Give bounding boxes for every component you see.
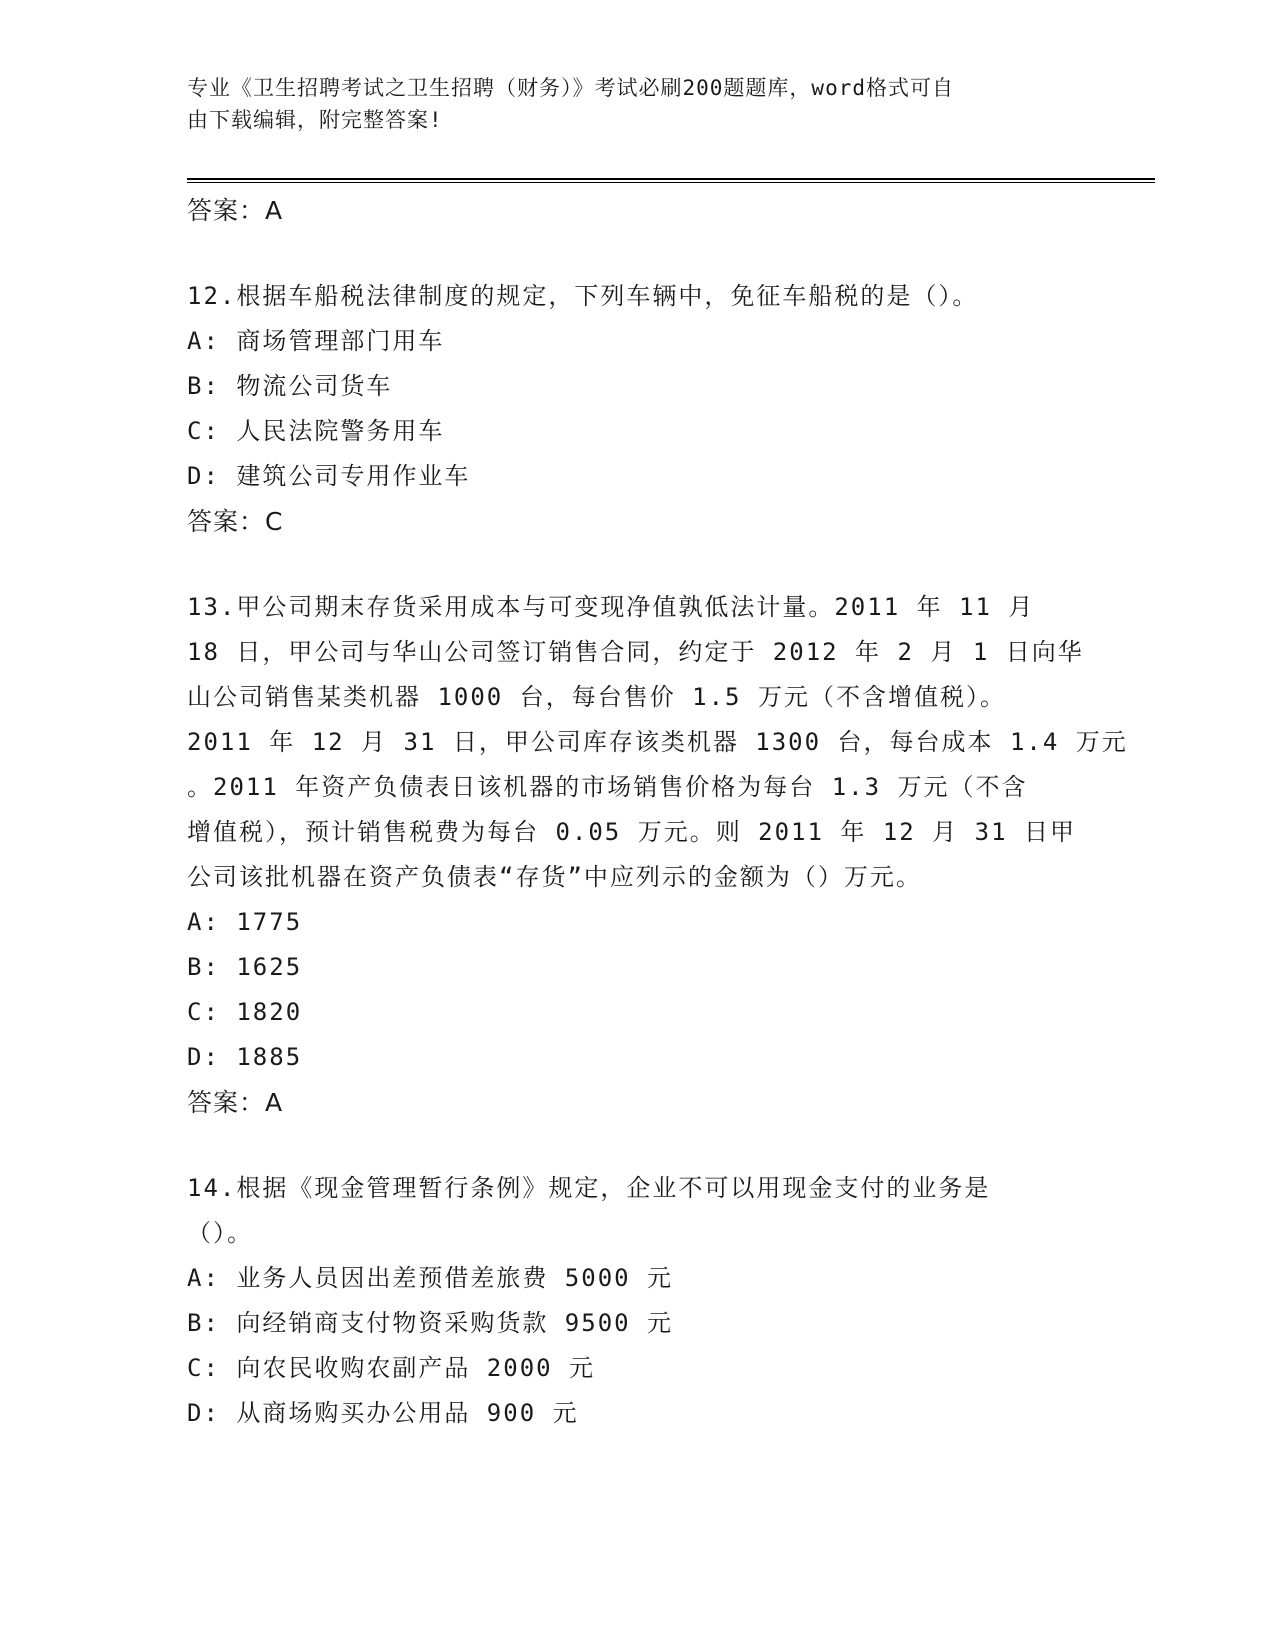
header-line-2: 由下载编辑，附完整答案! bbox=[187, 108, 443, 132]
question-text-line: 18 日，甲公司与华山公司签订销售合同，约定于 2012 年 2 月 1 日向华 bbox=[187, 638, 1084, 666]
previous-answer: 答案：A bbox=[187, 196, 284, 225]
header-rule-thin bbox=[187, 182, 1155, 183]
question-text-line: 。2011 年资产负债表日该机器的市场销售价格为每台 1.3 万元（不含 bbox=[187, 773, 1028, 801]
document-body bbox=[187, 188, 1128, 1436]
question-text-line: 13.甲公司期末存货采用成本与可变现净值孰低法计量。2011 年 11 月 bbox=[187, 593, 1035, 621]
option-a: A: 业务人员因出差预借差旅费 5000 元 bbox=[187, 1264, 674, 1292]
question-text-line: 公司该批机器在资产负债表“存货”中应列示的金额为（）万元。 bbox=[187, 863, 922, 891]
question-text-line: 山公司销售某类机器 1000 台，每台售价 1.5 万元（不含增值税）。 bbox=[187, 683, 1006, 711]
option-d: D: 1885 bbox=[187, 1043, 303, 1071]
option-b: B: 向经销商支付物资采购货款 9500 元 bbox=[187, 1309, 674, 1337]
question-14 bbox=[187, 1166, 1087, 1436]
answer: 答案：C bbox=[187, 507, 284, 536]
question-text-line: （）。 bbox=[187, 1219, 253, 1247]
option-d: D: 建筑公司专用作业车 bbox=[187, 462, 471, 490]
document-header bbox=[187, 72, 1067, 136]
header-rule-thick bbox=[187, 178, 1155, 180]
option-a: A: 1775 bbox=[187, 908, 303, 936]
option-b: B: 1625 bbox=[187, 953, 303, 981]
spacer bbox=[187, 233, 1087, 274]
option-c: C: 向农民收购农副产品 2000 元 bbox=[187, 1354, 596, 1382]
option-c: C: 人民法院警务用车 bbox=[187, 417, 445, 445]
question-text-line: 2011 年 12 月 31 日，甲公司库存该类机器 1300 台，每台成本 1.4 万元 bbox=[187, 728, 1128, 756]
option-c: C: 1820 bbox=[187, 998, 303, 1026]
option-a: A: 商场管理部门用车 bbox=[187, 327, 445, 355]
answer: 答案：A bbox=[187, 1088, 284, 1117]
question-text-line: 12.根据车船税法律制度的规定，下列车辆中，免征车船税的是（）。 bbox=[187, 282, 979, 310]
question-text-line: 增值税），预计销售税费为每台 0.05 万元。则 2011 年 12 月 31 日甲 bbox=[187, 818, 1076, 846]
question-text-line: 14.根据《现金管理暂行条例》规定，企业不可以用现金支付的业务是 bbox=[187, 1174, 991, 1202]
header-line-1: 专业《卫生招聘考试之卫生招聘（财务）》考试必刷200题题库，word格式可自 bbox=[187, 76, 954, 100]
spacer bbox=[187, 1125, 1087, 1166]
question-12 bbox=[187, 274, 1087, 544]
spacer bbox=[187, 544, 1087, 585]
option-d: D: 从商场购买办公用品 900 元 bbox=[187, 1399, 579, 1427]
option-b: B: 物流公司货车 bbox=[187, 372, 393, 400]
question-13 bbox=[187, 585, 1128, 1125]
